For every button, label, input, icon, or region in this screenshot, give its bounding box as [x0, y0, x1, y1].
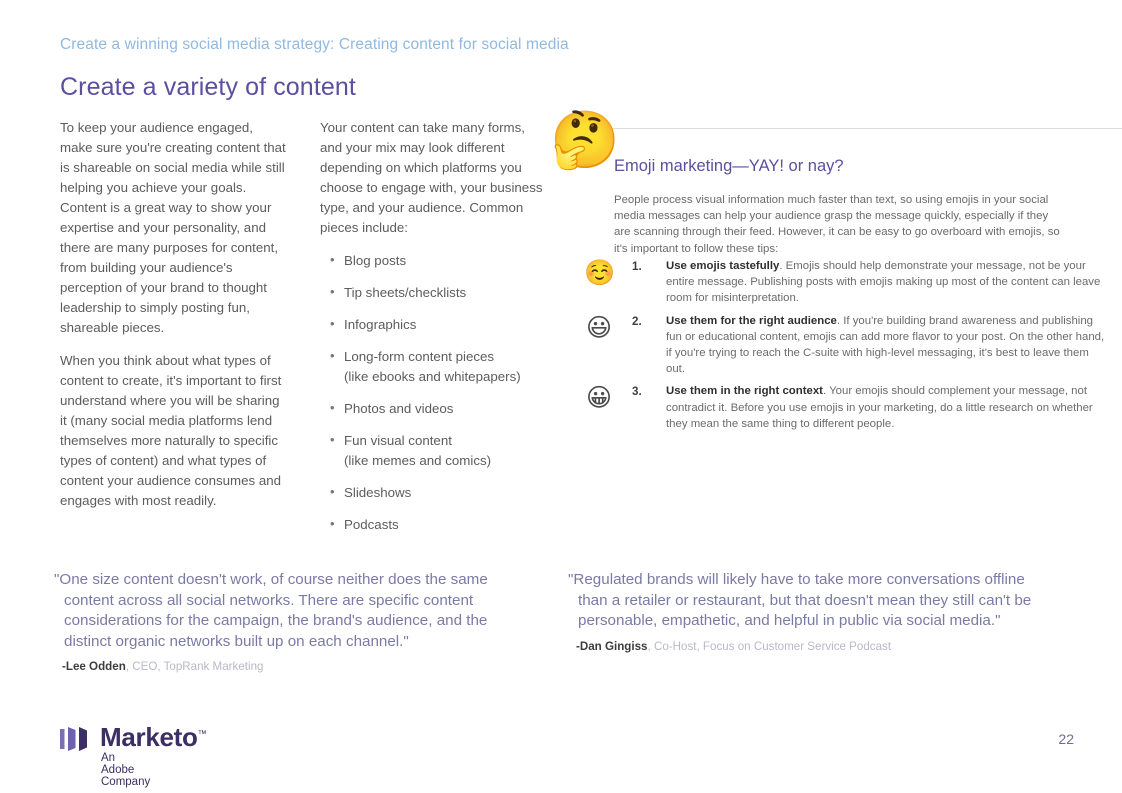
- callout-divider: [610, 128, 1122, 129]
- quote-attribution: [54, 660, 524, 673]
- quote-line: content across all social networks. There are specific content: [64, 591, 474, 609]
- list-item-label: Infographics: [344, 317, 417, 332]
- tip-text: . Emojis should help demonstrate your message, not be your entire message. Publishing posts with emojis making up most of the content can leave room for misinterpretation.: [666, 260, 1101, 305]
- tip-text: . If you're building brand awareness and publishing fun or educational content, emojis can add more flavor to your post. On the other hand, if you're trying to reach the C-suite with high-level messaging, it's best to leave them out.: [666, 314, 1105, 376]
- tip-item: [584, 383, 1122, 432]
- body-column-one: [60, 118, 288, 524]
- callout-title: Emoji marketing—YAY! or nay?: [614, 157, 844, 175]
- breadcrumb-eyebrow: Create a winning social media strategy: Creating content for social media: [60, 36, 569, 53]
- list-item: [320, 315, 548, 335]
- logo-tagline: An Adobe Company: [101, 752, 151, 788]
- paragraph: Your content can take many forms, and your mix may look different depending on which platforms you choose to engage with, your business type, and your audience. Common pieces include:: [320, 120, 543, 235]
- logo-word-text: Marketo: [100, 722, 198, 752]
- list-item-sublabel: (like ebooks and whitepapers): [344, 369, 521, 384]
- quote-line: distinct organic networks built up on each channel.": [64, 632, 409, 650]
- grinning-face-emoji: 😃: [585, 312, 613, 342]
- paragraph: To keep your audience engaged, make sure you're creating content that is shareable on social media while still helping you achieve your goals. Content is a great way to show your expertise and your personality, and there are many purposes for content, from building your audience's perception of your brand to thought leadership to simply posting fun, shareable pieces.: [60, 120, 286, 335]
- tip-text: . Your emojis should complement your message, not contradict it. Before you use emojis in your marketing, do a little research on whether they mean the same thing to different people.: [666, 385, 1093, 430]
- quote-line: personable, empathetic, and helpful in public via social media.": [578, 612, 1001, 629]
- list-item-label: Photos and videos: [344, 401, 454, 416]
- quote-line: "Regulated brands will likely have to take more conversations offline: [568, 571, 1025, 588]
- list-item-label: Long-form content pieces: [344, 349, 495, 364]
- thumbs-up-face-emoji: 😀: [585, 383, 613, 413]
- quote-text: [54, 570, 524, 652]
- tip-body: [666, 313, 1106, 378]
- quote-block-dan-gingiss: [568, 570, 1068, 653]
- quote-role: , CEO, TopRank Marketing: [125, 660, 264, 673]
- quote-author: -Dan Gingiss: [576, 639, 648, 653]
- quote-attribution: [568, 640, 1068, 653]
- tip-number: 3.: [632, 385, 642, 399]
- list-item: [320, 483, 548, 503]
- list-item: [320, 431, 548, 471]
- tip-body: [666, 258, 1106, 307]
- list-item: [320, 251, 548, 271]
- body-column-two: [320, 118, 548, 547]
- quote-role: , Co-Host, Focus on Customer Service Podcast: [647, 639, 892, 653]
- quote-line: than a retailer or restaurant, but that doesn't mean they still can't be: [578, 591, 1032, 609]
- quote-author: -Lee Odden: [62, 660, 126, 673]
- marketo-logo-icon: [60, 726, 92, 752]
- page-title: Create a variety of content: [60, 73, 356, 101]
- thinking-face-emoji: 🤔: [550, 108, 620, 173]
- tip-item: [584, 258, 1122, 307]
- content-types-list: [320, 251, 548, 535]
- list-item-label: Podcasts: [344, 517, 399, 532]
- tip-number: 2.: [632, 314, 642, 328]
- list-item: [320, 347, 548, 387]
- list-item-label: Tip sheets/checklists: [344, 285, 467, 300]
- page-number: 22: [1058, 731, 1074, 747]
- trademark-symbol: ™: [197, 728, 207, 739]
- emoji-callout-panel: [548, 108, 1122, 448]
- tip-lead: Use emojis tastefully: [666, 260, 780, 272]
- list-item-label: Blog posts: [344, 253, 407, 268]
- list-item-sublabel: (like memes and comics): [344, 453, 492, 468]
- callout-intro-text: People process visual information much faster than text, so using emojis in your social media messages can help your audience grasp the message quickly, especially if they are scanning through their feed. However, it can be easy to go overboard with emojis, so it's important to follow these tips:: [614, 194, 1060, 255]
- list-item-label: Fun visual content: [344, 433, 452, 448]
- quote-line: "One size content doesn't work, of course neither does the same: [54, 571, 488, 588]
- tip-lead: Use them in the right context: [666, 385, 823, 398]
- tip-body: [666, 383, 1106, 432]
- tip-number: 1.: [632, 260, 642, 273]
- quote-block-lee-odden: [54, 570, 524, 673]
- smiling-face-emoji: ☺️: [584, 258, 616, 287]
- emoji-tips-list: [584, 258, 1122, 438]
- marketo-wordmark: [100, 722, 206, 753]
- tip-lead: Use them for the right audience: [666, 314, 837, 327]
- quote-text: [568, 570, 1068, 632]
- list-item: [320, 283, 548, 303]
- list-item: [320, 515, 548, 535]
- tip-item: [584, 313, 1122, 378]
- list-item: [320, 399, 548, 419]
- list-item-label: Slideshows: [344, 485, 412, 500]
- quote-line: considerations for the campaign, the brand's audience, and the: [64, 612, 488, 629]
- paragraph: When you think about what types of content to create, it's important to first understand where you will be sharing it (many social media platforms lend themselves more naturally to specific types of content) and what types of content your audience consumes and engages with most readily.: [60, 353, 282, 508]
